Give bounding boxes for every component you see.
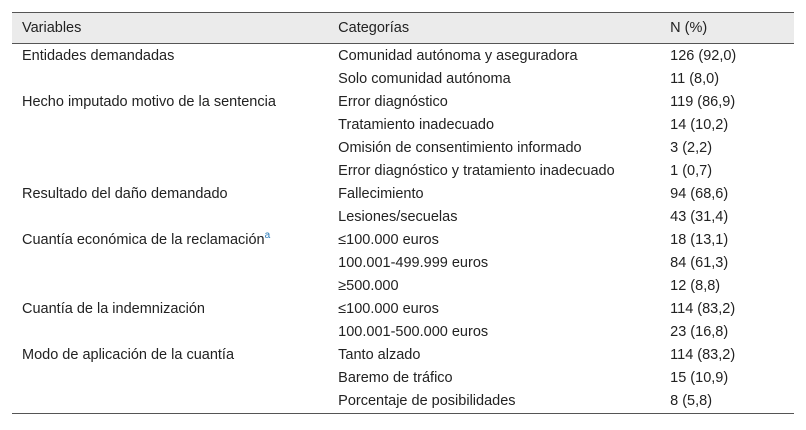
table-row xyxy=(12,205,794,228)
cell-categoria: Comunidad autónoma y aseguradora xyxy=(338,47,578,64)
cell-n-percent: 14 (10,2) xyxy=(670,116,729,133)
table-row xyxy=(12,251,794,274)
table-header xyxy=(12,13,794,44)
cell-categoria: Lesiones/secuelas xyxy=(338,208,458,225)
table-row xyxy=(12,90,794,113)
table-container xyxy=(12,12,794,414)
header-row xyxy=(12,13,794,44)
variable-label: Hecho imputado motivo de la sentencia xyxy=(22,93,276,110)
table-row xyxy=(12,389,794,414)
table-row xyxy=(12,67,794,90)
data-table xyxy=(12,12,794,414)
variable-label: Resultado del daño demandado xyxy=(22,185,228,202)
variable-label: Cuantía de la indemnización xyxy=(22,300,205,317)
cell-variable xyxy=(12,366,328,389)
cell-n-percent: 1 (0,7) xyxy=(670,162,713,179)
cell-variable xyxy=(12,320,328,343)
table-row xyxy=(12,228,794,251)
cell-n-percent: 23 (16,8) xyxy=(670,323,729,340)
cell-n-percent: 94 (68,6) xyxy=(670,185,729,202)
variable-label: Cuantía económica de la reclamación xyxy=(22,231,265,248)
table-row xyxy=(12,113,794,136)
variable-label: Modo de aplicación de la cuantía xyxy=(22,346,235,363)
cell-n-percent: 18 (13,1) xyxy=(670,231,729,248)
header-variables: Variables xyxy=(12,13,328,44)
cell-n-percent: 11 (8,0) xyxy=(670,70,720,87)
cell-categoria: Baremo de tráfico xyxy=(338,369,453,386)
cell-categoria: ≤100.000 euros xyxy=(338,300,439,317)
cell-categoria: 100.001-499.999 euros xyxy=(338,254,489,271)
table-row xyxy=(12,297,794,320)
cell-variable xyxy=(12,182,328,205)
cell-variable xyxy=(12,251,328,274)
cell-n-percent: 3 (2,2) xyxy=(670,139,713,156)
cell-n-percent: 114 (83,2) xyxy=(670,300,736,317)
header-n-percent: N (%) xyxy=(660,13,794,44)
table-row xyxy=(12,320,794,343)
cell-categoria: Tanto alzado xyxy=(338,346,421,363)
footnote-marker[interactable]: a xyxy=(264,229,271,241)
cell-variable xyxy=(12,274,328,297)
cell-variable xyxy=(12,297,328,320)
table-row xyxy=(12,366,794,389)
table-body xyxy=(12,44,794,414)
cell-variable xyxy=(12,205,328,228)
cell-categoria: Tratamiento inadecuado xyxy=(338,116,495,133)
table-row xyxy=(12,182,794,205)
cell-categoria: 100.001-500.000 euros xyxy=(338,323,489,340)
cell-n-percent: 126 (92,0) xyxy=(670,47,737,64)
cell-categoria: Error diagnóstico y tratamiento inadecuado xyxy=(338,162,615,179)
cell-n-percent: 12 (8,8) xyxy=(670,277,721,294)
cell-variable xyxy=(12,113,328,136)
cell-n-percent: 43 (31,4) xyxy=(670,208,729,225)
cell-categoria: Porcentaje de posibilidades xyxy=(328,389,660,414)
cell-categoria: Omisión de consentimiento informado xyxy=(338,139,582,156)
cell-variable xyxy=(12,90,328,113)
table-row xyxy=(12,343,794,366)
cell-n-percent: 84 (61,3) xyxy=(670,254,729,271)
cell-categoria: ≤100.000 euros xyxy=(338,231,439,248)
cell-categoria: Error diagnóstico xyxy=(338,93,448,110)
variable-label: Entidades demandadas xyxy=(22,47,175,64)
cell-variable xyxy=(12,44,328,68)
cell-categoria: ≥500.000 xyxy=(338,277,399,294)
cell-n-percent: 8 (5,8) xyxy=(660,389,794,414)
cell-variable xyxy=(12,67,328,90)
table-row xyxy=(12,44,794,68)
cell-variable xyxy=(12,389,328,414)
cell-n-percent: 114 (83,2) xyxy=(670,346,736,363)
cell-n-percent: 119 (86,9) xyxy=(670,93,736,110)
cell-n-percent: 15 (10,9) xyxy=(670,369,729,386)
cell-variable xyxy=(12,136,328,159)
cell-variable xyxy=(12,343,328,366)
cell-categoria: Solo comunidad autónoma xyxy=(338,70,511,87)
header-categorias: Categorías xyxy=(328,13,660,44)
table-row xyxy=(12,136,794,159)
cell-variable xyxy=(12,159,328,182)
cell-variable xyxy=(12,228,328,251)
table-row xyxy=(12,274,794,297)
table-row xyxy=(12,159,794,182)
cell-categoria: Fallecimiento xyxy=(338,185,424,202)
